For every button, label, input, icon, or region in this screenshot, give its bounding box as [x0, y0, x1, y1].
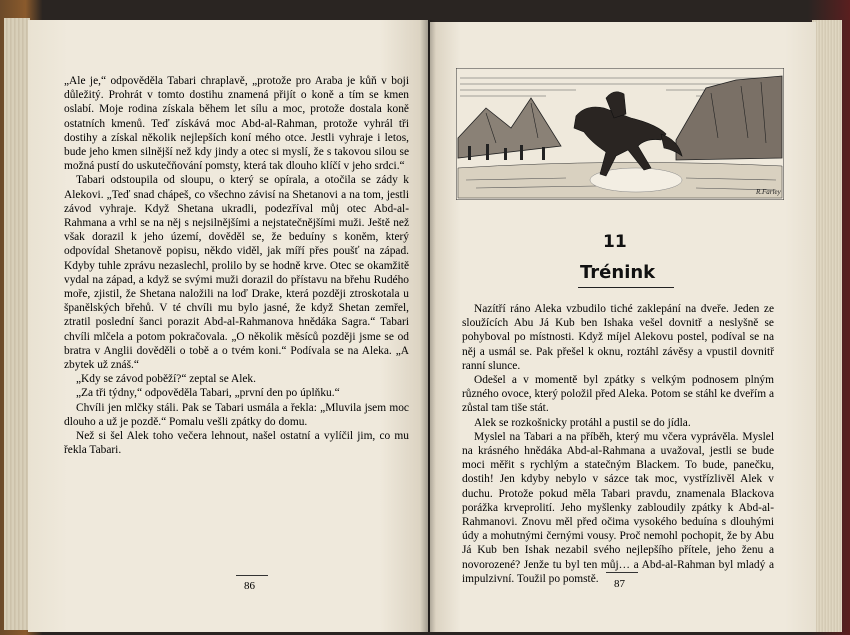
paragraph: Myslel na Tabari a na příběh, který mu včera vyprávěla. Myslel na krásného hnědáka Abd-al-Rahmana a uvažoval, jestli se bude moci měřit s rychlým a statečným Blackem. To bude, panečku, dostih! Jen kdyby nebylo v sázce tak moc, vystřízlivěl Alek v duchu. Protože pokud měla Tabari pravdu, znamenala Blackova porážka krveprolití. Jeho myšlenky zabloudily zpátky k Abd-al-Rahmanovi. Znovu měl před očima vysokého beduína s dlouhými údy a mohutnými černými vousy. Proč nemohl pochopit, že by Abu Já Kub ben Ishak nezabil svého nejlepšího přítele, jeho ženu a novorozené? Jenže tu byl ten můj… a Abd-al-Rahman byl mladý a impulzivní. Toužil po pomstě.: [462, 430, 774, 585]
page-number-rule: [236, 575, 268, 576]
page-number-rule: [606, 572, 638, 573]
chapter-title: Trénink: [580, 262, 656, 283]
book-gutter: [420, 20, 436, 632]
paragraph: „Ale je,“ odpověděla Tabari chraplavě, „protože pro Araba je kůň v boji důležitý. Prohrát v tomto dostihu znamená přijít o koně a tím se kmen oslabí. Moje rodina získala během let sílu a moc, protože dostala koně ostatních kmenů. Teď získává moc Abd-al-Rahman, protože vyhrál tři dostihy a získal několik nejlepších koní mého otce. Jestli vyhraje i letos, bude jeho kmen silnější než kdy jindy a otec si myslí, že s takovou silou se možná pustí do uskutečňování pomsty, která tak dlouho klíčí v jeho srdci.“: [64, 75, 409, 173]
paragraph: Tabari odstoupila od sloupu, o který se opírala, a otočila se zády k Alekovi. „Teď snad chápeš, co všechno závisí na Shetanovi a na tom, jestli závod vyhraje. Když Shetana ukradli, podezříval můj otec Abd-al-Rahmana a vrhl se na něj s nejsilnějšími a nejstatečnějšími muži. Ještě než však dorazil k jeho území, dověděl se, že beduíny s koněm, který odpovídal Shetanově popisu, někdo viděl, jak míří přes poušť na západ. Kdyby tuhle zprávu nezaslechl, prolilo by se hodně krve. Otec se okamžitě vydal na západ, a když se svými muži dorazil do přístavu na břehu Rudého moře, zjistil, že Shetana naložili na loď Drake, která později ztroskotala u španělských břehů. V té chvíli mu bylo jasné, že když Shetan zemřel, ztratil poslední šanci porazit Abd-al-Rahmanova hnědáka Sagra.“ Tabari chvíli mlčela a potom pokračovala. „O několik měsíců později jsme se od bratra v Anglii dověděli o tobě a o tvém koni.“ Podívala se na Aleka. „A zbytek už znáš.“: [64, 174, 409, 372]
paragraph: „Kdy se závod poběží?“ zeptal se Alek.: [76, 373, 256, 386]
right-page-text: [462, 302, 774, 586]
paragraph: Nazítří ráno Aleka vzbudilo tiché zaklepání na dveře. Jeden ze sloužících Abu Já Kub ben Ishaka vešel dovnitř a neslyšně se pohyboval po místnosti. Když míjel Alekovu postel, podíval se na něj a usmál se. Pak přešel k oknu, roztáhl závěsy a vpustil dovnitř ranní slunce.: [462, 303, 774, 372]
left-page-text: [64, 74, 409, 457]
paragraph: Odešel a v momentě byl zpátky s velkým podnosem plným různého ovoce, který položil před Aleka. Potom se stáhl ke dveřím a zůstal tam tiše stát.: [462, 374, 774, 415]
chapter-number: 11: [603, 232, 627, 252]
horse-rider-illustration: [456, 68, 784, 200]
paragraph: „Za tři týdny,“ odpověděla Tabari, „první den po úplňku.“: [76, 387, 340, 400]
paragraph: Než si šel Alek toho večera lehnout, našel ostatní a vylíčil jim, co mu řekla Tabari.: [64, 430, 409, 457]
illustration-signature: R.Farley: [756, 188, 781, 196]
page-number-right: 87: [614, 578, 625, 590]
page-edges-right: [812, 20, 842, 632]
page-edges-left: [4, 18, 30, 630]
chapter-title-underline: [578, 287, 674, 288]
page-number-left: 86: [244, 580, 255, 592]
paragraph: Alek se rozkošnicky protáhl a pustil se do jídla.: [474, 416, 691, 429]
paragraph: Chvíli jen mlčky stáli. Pak se Tabari usmála a řekla: „Mluvila jsem moc dlouho a už je pozdě.“ Pomalu vešli zpátky do domu.: [64, 401, 409, 428]
